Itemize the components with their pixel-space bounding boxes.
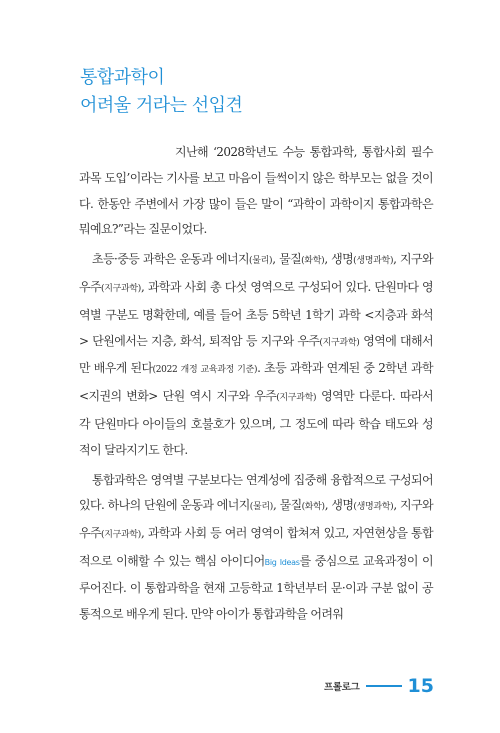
text-run: , 생명 <box>324 252 354 267</box>
page-number: 15 <box>407 675 434 697</box>
text-run: , 과학과 사회 등 여러 영역이 합쳐져 있고, 자연현상을 통합적으로 이해할 수 있는 핵심 아이디어 <box>79 526 433 568</box>
text-run: , 지구와 우주 <box>79 498 433 541</box>
paragraph-3 <box>79 468 433 628</box>
annotation: (생명과학) <box>353 502 394 513</box>
footer-divider <box>366 685 402 687</box>
section-heading <box>80 64 242 120</box>
text-run: 통합과학은 영역별 구분보다는 연계성에 집중해 융합적으로 구성되어 있다. 하나의 단원에 운동과 에너지 <box>79 472 433 513</box>
annotation: (물리) <box>249 256 273 267</box>
text-run: , 지구와 우주 <box>79 252 433 294</box>
text-run: . 초등 과학과 연계된 중 2학년 과학 <지권의 변화> 단원 역시 지구와 우주 <box>79 361 433 404</box>
page-footer <box>324 675 434 697</box>
section-label: 프롤로그 <box>324 682 360 693</box>
annotation: (생명과학) <box>353 256 394 267</box>
heading-line-2: 어려울 거라는 선입견 <box>80 95 243 116</box>
text-run: , 생명 <box>324 498 354 513</box>
paragraph-1: 지난해 ‘2028학년도 수능 통합과학, 통합사회 필수 과목 도입’이라는 기사를 보고 마음이 들썩이지 않은 학부모는 없을 것이다. 한동안 주변에서 가장 많이 들은 말이 “과학이 과학이지 통합과학은 뭐예요?”라는 질문이었다. <box>79 145 433 237</box>
annotation: (지구과학) <box>100 283 141 294</box>
text-run: 영역만 다룬다. 따라서 각 단원마다 아이들의 호불호가 있으며, 그 정도에 따라 학습 태도와 성적이 달라지기도 한다. <box>79 389 433 457</box>
annotation: (지구과학) <box>100 530 141 541</box>
annotation: (화학) <box>301 256 325 267</box>
text-run: , 물질 <box>272 498 302 513</box>
annotation: (2022 개정 교육과정 기준) <box>152 365 258 376</box>
annotation: (화학) <box>301 502 325 513</box>
annotation: (지구과학) <box>276 393 317 404</box>
text-run: 초등·중등 과학은 운동과 에너지 <box>92 252 250 267</box>
text-run: , 물질 <box>272 252 302 267</box>
paragraph-2 <box>79 247 433 463</box>
heading-line-1: 통합과학이 <box>80 67 165 88</box>
annotation: (지구과학) <box>319 337 360 348</box>
text-run: 를 중심으로 교육과정이 이루어진다. 이 통합과학을 현재 고등학교 1학년부터 문·이과 구분 없이 공통적으로 배우게 된다. 만약 아이가 통합과학을 어려워 <box>79 553 433 621</box>
text-run: , 과학과 사회 총 다섯 영역으로 구성되어 있다. 단원마다 영역별 구분도 명확한데, 예를 들어 초등 5학년 1학기 과학 <지층과 화석> 단원에서는 지층, 화석, 퇴적암 등 지구와 우주 <box>79 279 433 348</box>
body-text <box>79 140 433 631</box>
text-run: 영역에 대해서만 배우게 된다 <box>79 333 433 376</box>
big-ideas-term: Big Ideas <box>264 557 300 567</box>
annotation: (물리) <box>249 502 273 513</box>
